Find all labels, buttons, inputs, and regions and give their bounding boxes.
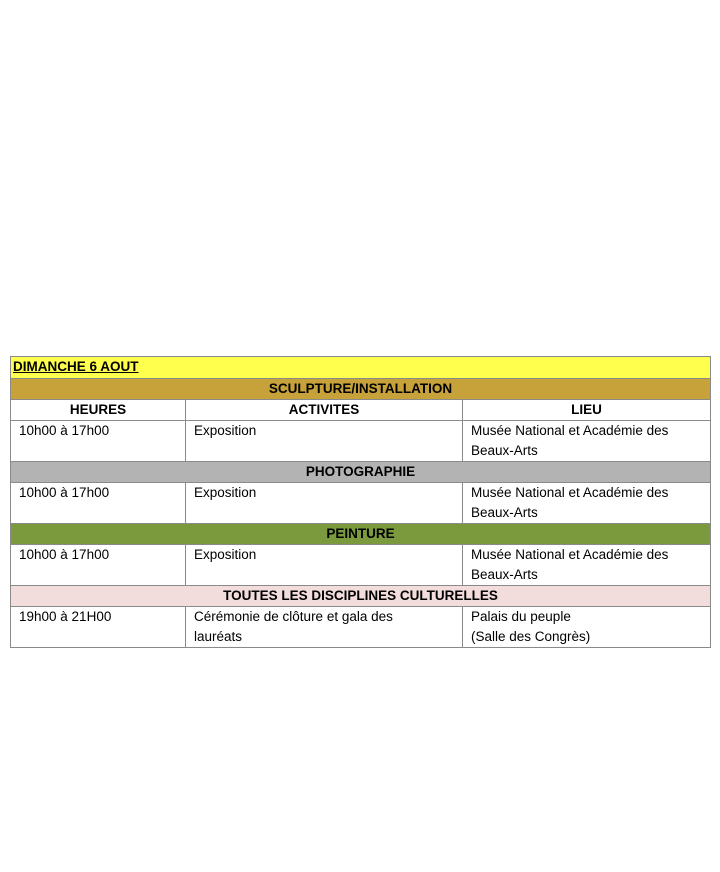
section-header-toutes-disciplines xyxy=(11,586,711,607)
section-title: SCULPTURE/INSTALLATION xyxy=(11,379,711,400)
activite-line: lauréats xyxy=(194,629,243,644)
column-header-activites: ACTIVITES xyxy=(186,400,463,421)
cell-activite: Exposition xyxy=(186,483,463,524)
table-row xyxy=(11,607,711,648)
cell-activite xyxy=(186,607,463,648)
column-header-row xyxy=(11,400,711,421)
cell-lieu xyxy=(463,421,711,462)
lieu-line: Beaux-Arts xyxy=(471,443,538,458)
cell-heures: 10h00 à 17h00 xyxy=(11,545,186,586)
section-header-sculpture xyxy=(11,379,711,400)
section-title: TOUTES LES DISCIPLINES CULTURELLES xyxy=(11,586,711,607)
section-title: PHOTOGRAPHIE xyxy=(11,462,711,483)
lieu-line: Palais du peuple xyxy=(471,609,571,624)
section-header-photographie xyxy=(11,462,711,483)
lieu-line: (Salle des Congrès) xyxy=(471,629,591,644)
schedule-table xyxy=(10,356,711,648)
cell-heures: 19h00 à 21H00 xyxy=(11,607,186,648)
cell-activite: Exposition xyxy=(186,545,463,586)
cell-lieu xyxy=(463,483,711,524)
section-title: PEINTURE xyxy=(11,524,711,545)
cell-lieu xyxy=(463,607,711,648)
table-row xyxy=(11,483,711,524)
lieu-line: Beaux-Arts xyxy=(471,567,538,582)
cell-activite: Exposition xyxy=(186,421,463,462)
table-row xyxy=(11,545,711,586)
table-row xyxy=(11,421,711,462)
lieu-line: Musée National et Académie des xyxy=(471,547,669,562)
lieu-line: Beaux-Arts xyxy=(471,505,538,520)
lieu-line: Musée National et Académie des xyxy=(471,423,669,438)
cell-lieu xyxy=(463,545,711,586)
cell-heures: 10h00 à 17h00 xyxy=(11,421,186,462)
lieu-line: Musée National et Académie des xyxy=(471,485,669,500)
column-header-heures: HEURES xyxy=(11,400,186,421)
column-header-lieu: LIEU xyxy=(463,400,711,421)
day-banner-row xyxy=(11,357,711,379)
cell-heures: 10h00 à 17h00 xyxy=(11,483,186,524)
day-banner xyxy=(11,357,711,379)
day-title: DIMANCHE 6 AOUT xyxy=(13,359,139,374)
section-header-peinture xyxy=(11,524,711,545)
activite-line: Cérémonie de clôture et gala des xyxy=(194,609,393,624)
